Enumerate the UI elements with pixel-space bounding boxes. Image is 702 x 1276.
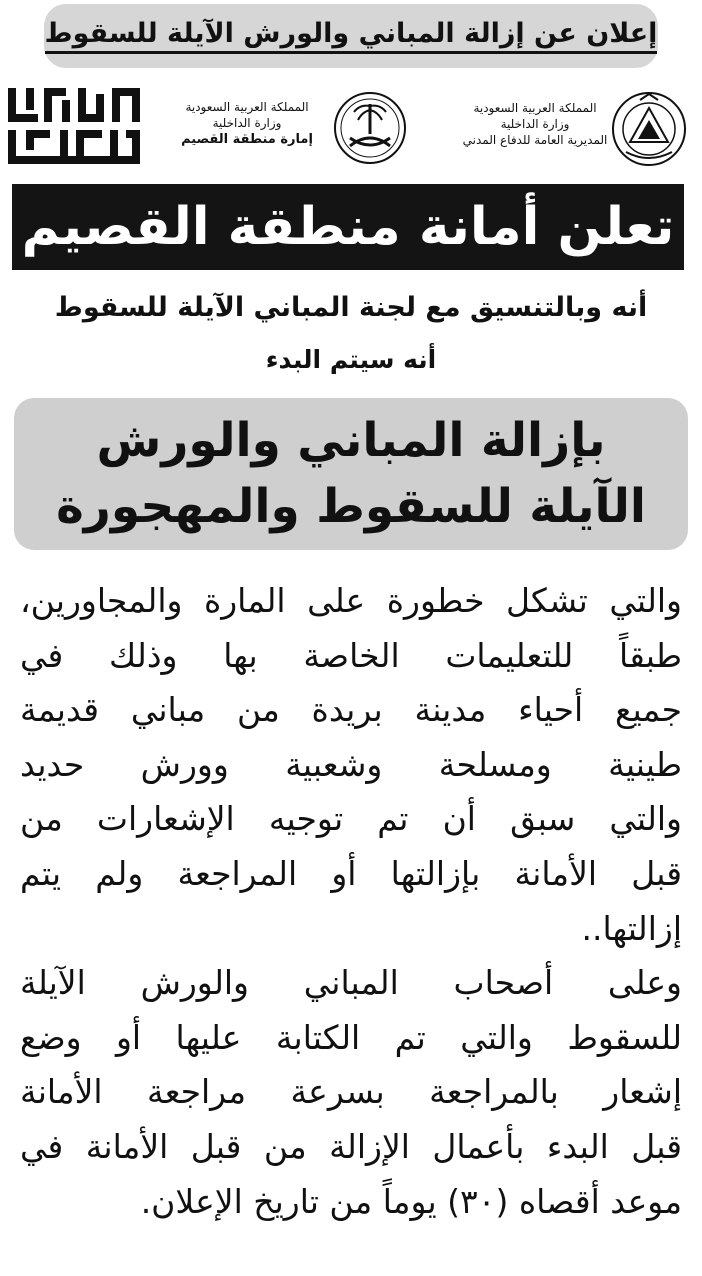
civil-defense-line3: المديرية العامة للدفاع المدني bbox=[462, 133, 608, 148]
body-line: قبل البدء بأعمال الإزالة من قبل الأمانة في bbox=[20, 1126, 682, 1166]
amana-qassim-logo bbox=[8, 88, 140, 164]
body-line: موعد أقصاه (٣٠) يوماً من تاريخ الإعلان. bbox=[140, 1181, 682, 1221]
body-line: قبل الأمانة بإزالتها أو المراجعة ولم يتم bbox=[20, 853, 682, 893]
body-line: إشعار بالمراجعة بسرعة مراجعة الأمانة bbox=[20, 1072, 682, 1112]
body-line: والتي سبق أن تم توجيه الإشعارات من bbox=[20, 799, 682, 839]
emirate-line2: وزارة الداخلية bbox=[212, 116, 282, 131]
body-line: جميع أحياء مدينة بريدة من مباني قديمة bbox=[20, 690, 682, 730]
intro-line-2: أنه سيتم البدء bbox=[265, 345, 437, 374]
highlight-line-2: الآيلة للسقوط والمهجورة bbox=[56, 479, 646, 534]
top-banner bbox=[44, 4, 658, 68]
emirate-header bbox=[172, 84, 322, 164]
highlight-line-1: بإزالة المباني والورش bbox=[96, 413, 606, 469]
body-line: طينية ومسلحة وشعبية وورش حديد bbox=[20, 744, 682, 784]
body-line: والتي تشكل خطورة على المارة والمجاورين، bbox=[20, 581, 682, 620]
body-line: طبقاً للتعليمات الخاصة بها وذلك في bbox=[20, 635, 682, 675]
saudi-palm-swords-emblem-icon bbox=[332, 90, 408, 166]
body-line: وعلى أصحاب المباني والورش الآيلة bbox=[20, 963, 682, 1003]
logo-header bbox=[0, 82, 702, 174]
body-text bbox=[20, 574, 682, 1229]
headline-box bbox=[12, 184, 684, 270]
highlight-box bbox=[14, 398, 688, 550]
civil-defense-line2: وزارة الداخلية bbox=[500, 116, 570, 131]
body-line: للسقوط والتي تم الكتابة عليها أو وضع bbox=[20, 1017, 682, 1057]
emirate-line3: إمارة منطقة القصيم bbox=[181, 132, 313, 148]
civil-defense-line1: المملكة العربية السعودية bbox=[473, 100, 597, 115]
amana-logo-text bbox=[8, 102, 140, 158]
intro-line-1: أنه وبالتنسيق مع لجنة المباني الآيلة للسقوط bbox=[54, 292, 648, 323]
top-banner-title: إعلان عن إزالة المباني والورش الآيلة للسقوط bbox=[45, 18, 658, 53]
civil-defense-header bbox=[460, 84, 610, 164]
body-line: إزالتها.. bbox=[581, 908, 682, 948]
headline: تعلن أمانة منطقة القصيم bbox=[21, 197, 675, 257]
civil-defense-emblem-icon bbox=[610, 90, 688, 168]
emirate-line1: المملكة العربية السعودية bbox=[185, 100, 309, 115]
